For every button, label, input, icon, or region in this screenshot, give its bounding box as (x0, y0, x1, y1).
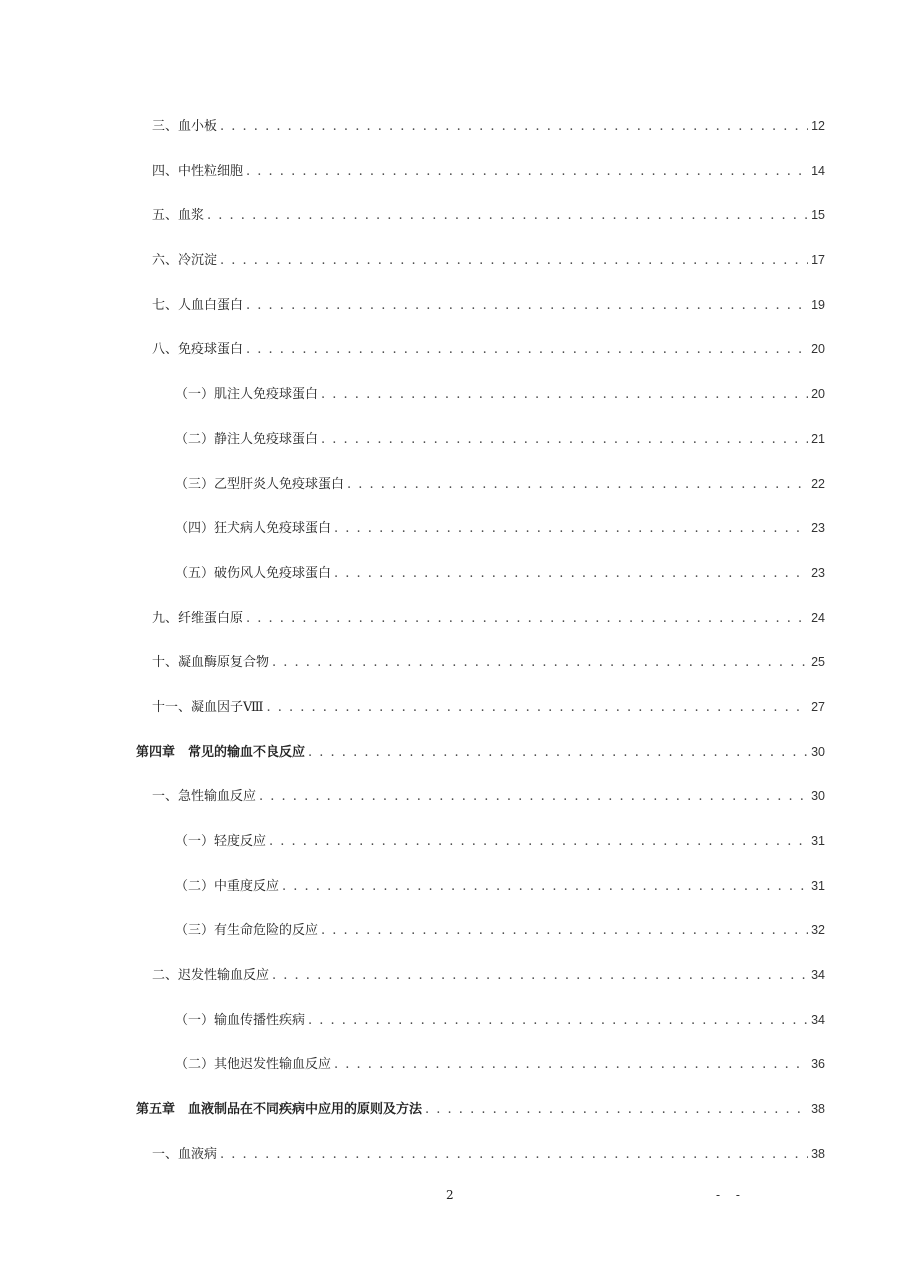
toc-chapter-entry[interactable] (0, 1088, 905, 1133)
dot-leader (259, 788, 808, 806)
toc-entry-page: 38 (811, 1102, 825, 1117)
toc-entry-page: 17 (811, 253, 825, 268)
toc-entry-title: 第五章 血液制品在不同疾病中应用的原则及方法 (136, 1102, 423, 1118)
dot-leader (425, 1101, 808, 1119)
toc-entry-title: （二）中重度反应 (175, 878, 280, 894)
toc-entry-title: 九、纤维蛋白原 (152, 610, 244, 626)
toc-entry-page: 21 (811, 431, 825, 446)
toc-entry[interactable] (0, 328, 905, 373)
dot-leader (246, 297, 808, 315)
dot-leader (220, 118, 808, 136)
dot-leader (246, 610, 808, 628)
footer-mark: - - (716, 1188, 746, 1202)
toc-entry[interactable] (0, 999, 905, 1044)
toc-entry-page: 12 (811, 119, 825, 133)
toc-entry[interactable] (0, 1133, 905, 1178)
toc-entry[interactable] (0, 373, 905, 418)
dot-leader (272, 654, 808, 672)
toc-entry-title: 十一、凝血因子Ⅷ (152, 699, 264, 715)
toc-entry-title: 一、急性输血反应 (152, 789, 257, 805)
toc-entry-page: 15 (811, 208, 825, 223)
toc-entry-page: 31 (811, 878, 825, 893)
toc-entry[interactable] (0, 865, 905, 910)
dot-leader (246, 341, 808, 359)
dot-leader (347, 476, 808, 494)
footer-page-number: 2 (446, 1188, 454, 1202)
toc-entry-title: （三）乙型肝炎人免疫球蛋白 (175, 476, 345, 492)
toc-entry[interactable] (0, 597, 905, 642)
toc-entry-page: 30 (811, 744, 825, 759)
dot-leader (308, 744, 808, 762)
toc-entry[interactable] (0, 641, 905, 686)
toc-entry[interactable] (0, 1043, 905, 1088)
dot-leader (321, 386, 808, 404)
toc-entry[interactable] (0, 954, 905, 999)
toc-entry-page: 30 (811, 789, 825, 804)
toc-entry[interactable] (0, 194, 905, 239)
toc-entry-title: （一）输血传播性疾病 (175, 1012, 306, 1028)
toc-entry-title: （二）静注人免疫球蛋白 (175, 431, 319, 447)
toc-entry-title: 六、冷沉淀 (152, 253, 218, 269)
toc-entry-page: 34 (811, 968, 825, 983)
toc-entry-title: 五、血浆 (152, 208, 205, 224)
toc-entry-title: 十、凝血酶原复合物 (152, 655, 270, 671)
dot-leader (266, 699, 808, 717)
dot-leader (269, 833, 808, 851)
toc-entry-title: 一、血液病 (152, 1146, 218, 1162)
toc-entry[interactable] (0, 463, 905, 508)
toc-entry-page: 34 (811, 1012, 825, 1027)
dot-leader (282, 878, 808, 896)
dot-leader (220, 252, 808, 270)
toc-entry-title: 七、人血白蛋白 (152, 297, 244, 313)
toc-entry-page: 20 (811, 342, 825, 357)
dot-leader (272, 967, 808, 985)
toc-entry-title: 四、中性粒细胞 (152, 163, 244, 179)
toc-entry[interactable] (0, 820, 905, 865)
toc-entry[interactable] (0, 418, 905, 463)
toc-entry-title: 第四章 常见的输血不良反应 (136, 744, 306, 760)
toc-entry[interactable] (0, 775, 905, 820)
toc-entry[interactable] (0, 105, 905, 150)
toc-entry-page: 23 (811, 565, 825, 580)
toc-entry[interactable] (0, 686, 905, 731)
toc-entry[interactable] (0, 239, 905, 284)
toc-entry-page: 25 (811, 655, 825, 670)
toc-entry-page: 31 (811, 834, 825, 848)
toc-entry-page: 36 (811, 1057, 825, 1072)
toc-entry-title: （三）有生命危险的反应 (175, 923, 319, 939)
dot-leader (220, 1146, 808, 1164)
toc-entry-page: 20 (811, 387, 825, 402)
toc-entry-page: 32 (811, 923, 825, 938)
toc-entry[interactable] (0, 552, 905, 597)
toc-entry-title: （一）肌注人免疫球蛋白 (175, 387, 319, 403)
dot-leader (246, 163, 808, 181)
toc-entry-page: 23 (811, 521, 825, 536)
toc-entry-page: 27 (811, 699, 825, 714)
toc-entry-title: （五）破伤风人免疫球蛋白 (175, 565, 332, 581)
toc-entry-page: 38 (811, 1146, 825, 1161)
table-of-contents (0, 105, 905, 1178)
dot-leader (321, 922, 808, 940)
toc-entry-title: 二、迟发性输血反应 (152, 968, 270, 984)
dot-leader (334, 565, 808, 583)
dot-leader (334, 1056, 808, 1074)
toc-entry-title: 三、血小板 (152, 119, 218, 134)
dot-leader (334, 520, 808, 538)
toc-entry-title: （一）轻度反应 (175, 834, 267, 849)
toc-entry-title: 八、免疫球蛋白 (152, 342, 244, 358)
toc-entry-title: （四）狂犬病人免疫球蛋白 (175, 521, 332, 537)
toc-entry-page: 22 (811, 476, 825, 491)
toc-entry[interactable] (0, 150, 905, 195)
toc-entry[interactable] (0, 507, 905, 552)
toc-entry[interactable] (0, 284, 905, 329)
toc-entry-title: （二）其他迟发性输血反应 (175, 1057, 332, 1073)
dot-leader (308, 1012, 808, 1030)
toc-entry[interactable] (0, 909, 905, 954)
dot-leader (321, 431, 808, 449)
dot-leader (207, 207, 808, 225)
toc-entry-page: 19 (811, 297, 825, 312)
toc-entry-page: 24 (811, 610, 825, 625)
toc-entry-page: 14 (811, 163, 825, 178)
toc-chapter-entry[interactable] (0, 731, 905, 776)
